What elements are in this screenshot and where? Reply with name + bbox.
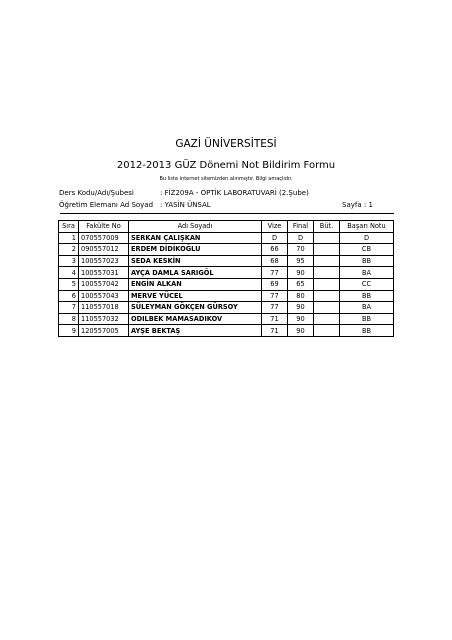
table-row [59,278,394,290]
cell-vize: 66 [262,244,288,256]
cell-sira: 3 [59,255,79,267]
cell-vize: 77 [262,302,288,314]
header-fakulte-no: Fakülte No [79,221,129,233]
cell-fakulte-no: 100557023 [79,255,129,267]
cell-final: 65 [288,278,314,290]
cell-basari-notu: BB [340,313,394,325]
cell-final: 90 [288,267,314,279]
cell-but [314,244,340,256]
cell-sira: 4 [59,267,79,279]
cell-basari-notu: CC [340,278,394,290]
cell-fakulte-no: 110557018 [79,302,129,314]
table-row [59,313,394,325]
cell-vize: 77 [262,290,288,302]
cell-name: SÜLEYMAN GÖKÇEN GÜRSOY [129,302,262,314]
cell-final: 90 [288,325,314,337]
source-note: Bu liste internet sitemizden alınmıştır. Bilgi amaçlıdır. [159,176,293,182]
cell-vize: 71 [262,313,288,325]
table-header-row [59,221,394,233]
course-info-line [59,189,309,197]
cell-basari-notu: BA [340,267,394,279]
cell-but [314,255,340,267]
cell-sira: 2 [59,244,79,256]
cell-basari-notu: CB [340,244,394,256]
cell-basari-notu: BA [340,302,394,314]
cell-name: AYÇA DAMLA SARIGÖL [129,267,262,279]
cell-name: SERKAN ÇALIŞKAN [129,232,262,244]
cell-fakulte-no: 100557042 [79,278,129,290]
cell-but [314,267,340,279]
cell-vize: 77 [262,267,288,279]
university-name: GAZİ ÜNİVERSİTESİ [175,138,277,150]
grades-table [58,220,394,337]
cell-basari-notu: BB [340,325,394,337]
table-row [59,244,394,256]
cell-basari-notu: BB [340,255,394,267]
cell-vize: 71 [262,325,288,337]
cell-fakulte-no: 090557012 [79,244,129,256]
cell-vize: D [262,232,288,244]
cell-final: 90 [288,302,314,314]
table-row [59,325,394,337]
cell-but [314,278,340,290]
cell-vize: 69 [262,278,288,290]
lecturer-value: : YASİN ÜNSAL [160,201,211,209]
form-title: 2012-2013 GÜZ Dönemi Not Bildirim Formu [116,160,336,171]
cell-final: 70 [288,244,314,256]
table-row [59,232,394,244]
lecturer-info-line [59,201,373,209]
cell-name: ODILBEK MAMASADIKOV [129,313,262,325]
cell-name: ENGİN ALKAN [129,278,262,290]
header-divider [60,213,394,214]
cell-final: 95 [288,255,314,267]
course-label: Ders Kodu/Adı/Şubesi [59,189,134,197]
cell-vize: 68 [262,255,288,267]
cell-name: SEDA KESKİN [129,255,262,267]
cell-final: 90 [288,313,314,325]
cell-but [314,290,340,302]
header-vize: Vize [262,221,288,233]
cell-name: AYŞE BEKTAŞ [129,325,262,337]
page-number: Sayfa : 1 [342,201,373,209]
table-row [59,302,394,314]
table-row [59,255,394,267]
cell-final: 80 [288,290,314,302]
cell-fakulte-no: 100557043 [79,290,129,302]
header-final: Final [288,221,314,233]
cell-but [314,325,340,337]
cell-basari-notu: BB [340,290,394,302]
cell-but [314,313,340,325]
header-adi-soyadi: Adı Soyadı [129,221,262,233]
cell-name: MERVE YÜCEL [129,290,262,302]
header-sira: Sıra [59,221,79,233]
cell-sira: 9 [59,325,79,337]
cell-sira: 1 [59,232,79,244]
lecturer-label: Öğretim Elemanı Ad Soyad [59,201,154,209]
table-row [59,290,394,302]
cell-sira: 7 [59,302,79,314]
cell-sira: 6 [59,290,79,302]
table-row [59,267,394,279]
header-basari-notu: Başarı Notu [340,221,394,233]
cell-final: D [288,232,314,244]
cell-but [314,302,340,314]
header-but: Büt. [314,221,340,233]
cell-but [314,232,340,244]
cell-sira: 5 [59,278,79,290]
cell-sira: 8 [59,313,79,325]
cell-fakulte-no: 100557031 [79,267,129,279]
cell-fakulte-no: 110557032 [79,313,129,325]
course-value: : FİZ209A - OPTİK LABORATUVARİ (2.Şube) [160,189,309,197]
cell-basari-notu: D [340,232,394,244]
cell-fakulte-no: 120557005 [79,325,129,337]
cell-name: ERDEM DİDİKOĞLU [129,244,262,256]
cell-fakulte-no: 070557009 [79,232,129,244]
